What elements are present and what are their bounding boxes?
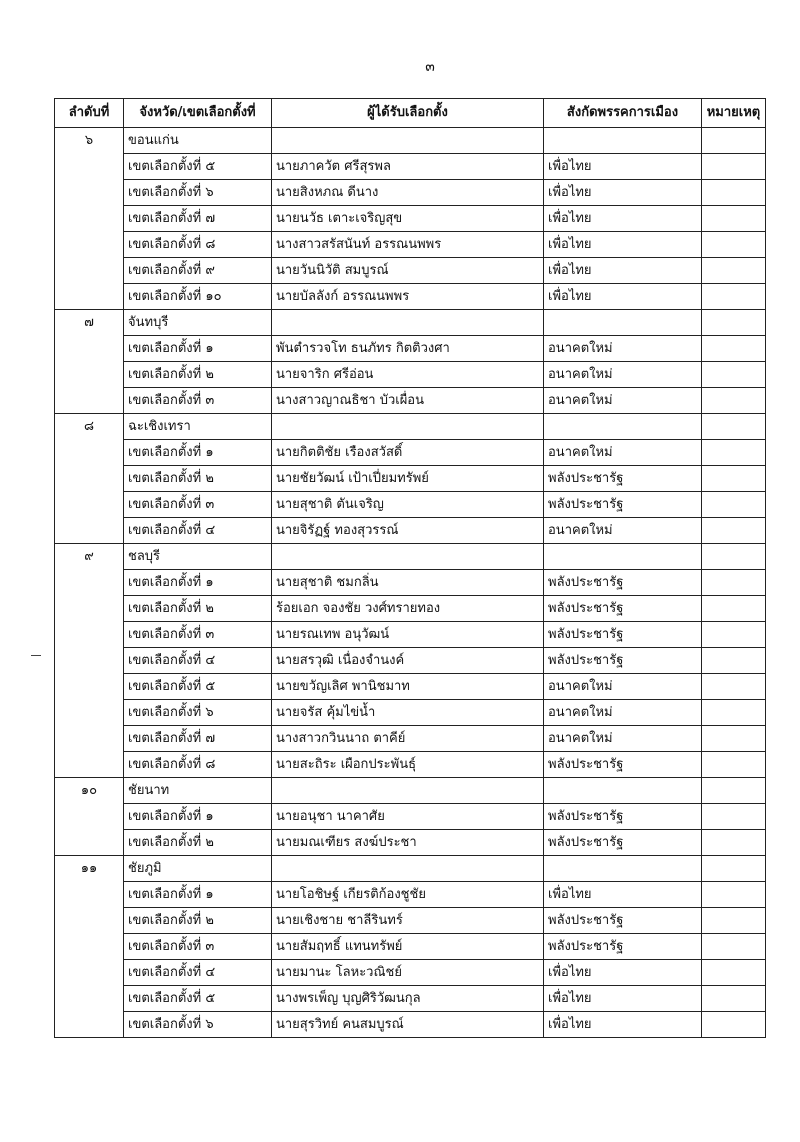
remark-cell — [702, 518, 766, 544]
district-cell: เขตเลือกตั้งที่ ๑ — [124, 440, 272, 466]
district-cell: เขตเลือกตั้งที่ ๔ — [124, 960, 272, 986]
remark-cell — [702, 128, 766, 154]
district-cell: เขตเลือกตั้งที่ ๒ — [124, 596, 272, 622]
elected-name-cell: นายสิงหภณ ดีนาง — [272, 180, 544, 206]
district-cell: เขตเลือกตั้งที่ ๒ — [124, 362, 272, 388]
header-elected: ผู้ได้รับเลือกตั้ง — [272, 99, 544, 128]
elected-name-cell: นายโอชิษฐ์ เกียรติก้องชูชัย — [272, 882, 544, 908]
remark-cell — [702, 492, 766, 518]
province-cell: จันทบุรี — [124, 310, 272, 336]
elected-name-cell: นางสาวญาณธิชา บัวเผื่อน — [272, 388, 544, 414]
table-row — [55, 622, 766, 648]
district-cell: เขตเลือกตั้งที่ ๑ — [124, 336, 272, 362]
district-cell: เขตเลือกตั้งที่ ๑ — [124, 804, 272, 830]
page-number: ๓ — [425, 59, 435, 75]
remark-cell — [702, 700, 766, 726]
party-cell — [544, 778, 702, 804]
elected-name-cell: นายสุชาติ ตันเจริญ — [272, 492, 544, 518]
party-cell: พลังประชารัฐ — [544, 466, 702, 492]
party-cell: พลังประชารัฐ — [544, 934, 702, 960]
province-cell: ชลบุรี — [124, 544, 272, 570]
header-party: สังกัดพรรคการเมือง — [544, 99, 702, 128]
elected-name-cell: นายกิตติชัย เรืองสวัสดิ์ — [272, 440, 544, 466]
order-cell: ๙ — [55, 544, 124, 778]
table-body — [55, 128, 766, 1038]
district-cell: เขตเลือกตั้งที่ ๒ — [124, 830, 272, 856]
table-row — [55, 388, 766, 414]
table-row — [55, 492, 766, 518]
district-cell: เขตเลือกตั้งที่ ๓ — [124, 492, 272, 518]
district-cell: เขตเลือกตั้งที่ ๓ — [124, 388, 272, 414]
elected-name-cell: นายจิรัฏฐ์ ทองสุวรรณ์ — [272, 518, 544, 544]
district-cell: เขตเลือกตั้งที่ ๓ — [124, 622, 272, 648]
remark-cell — [702, 310, 766, 336]
party-cell: เพื่อไทย — [544, 284, 702, 310]
party-cell: พลังประชารัฐ — [544, 908, 702, 934]
order-cell: ๑๑ — [55, 856, 124, 1038]
table-row — [55, 570, 766, 596]
header-district: จังหวัด/เขตเลือกตั้งที่ — [124, 99, 272, 128]
table-row — [55, 934, 766, 960]
remark-cell — [702, 440, 766, 466]
district-cell: เขตเลือกตั้งที่ ๕ — [124, 986, 272, 1012]
district-cell: เขตเลือกตั้งที่ ๔ — [124, 648, 272, 674]
elected-name-cell: นายมานะ โลหะวณิชย์ — [272, 960, 544, 986]
table-row — [55, 440, 766, 466]
party-cell — [544, 544, 702, 570]
party-cell: พลังประชารัฐ — [544, 622, 702, 648]
district-cell: เขตเลือกตั้งที่ ๓ — [124, 934, 272, 960]
elected-name-cell: นายบัลลังก์ อรรณนพพร — [272, 284, 544, 310]
table-row — [55, 882, 766, 908]
elected-name-cell: นายขวัญเลิศ พานิชมาท — [272, 674, 544, 700]
party-cell: พลังประชารัฐ — [544, 752, 702, 778]
party-cell: อนาคตใหม่ — [544, 362, 702, 388]
remark-cell — [702, 466, 766, 492]
district-cell: เขตเลือกตั้งที่ ๙ — [124, 258, 272, 284]
elected-name-cell — [272, 310, 544, 336]
order-cell: ๑๐ — [55, 778, 124, 856]
remark-cell — [702, 726, 766, 752]
table-row — [55, 908, 766, 934]
table-row — [55, 310, 766, 336]
remark-cell — [702, 622, 766, 648]
remark-cell — [702, 596, 766, 622]
elected-name-cell: นายสรวุฒิ เนื่องจำนงค์ — [272, 648, 544, 674]
party-cell: พลังประชารัฐ — [544, 648, 702, 674]
table-row — [55, 336, 766, 362]
elected-name-cell: นายสัมฤทธิ์ แทนทรัพย์ — [272, 934, 544, 960]
province-cell: ชัยนาท — [124, 778, 272, 804]
table-row — [55, 700, 766, 726]
remark-cell — [702, 362, 766, 388]
party-cell: พลังประชารัฐ — [544, 492, 702, 518]
remark-cell — [702, 154, 766, 180]
remark-cell — [702, 388, 766, 414]
elected-name-cell: นายเชิงชาย ชาลีรินทร์ — [272, 908, 544, 934]
party-cell: อนาคตใหม่ — [544, 674, 702, 700]
district-cell: เขตเลือกตั้งที่ ๒ — [124, 466, 272, 492]
elected-name-cell: นางสาวกวินนาถ ตาคีย์ — [272, 726, 544, 752]
remark-cell — [702, 570, 766, 596]
party-cell — [544, 310, 702, 336]
district-cell: เขตเลือกตั้งที่ ๑๐ — [124, 284, 272, 310]
remark-cell — [702, 1012, 766, 1038]
header-remark: หมายเหตุ — [702, 99, 766, 128]
remark-cell — [702, 830, 766, 856]
elected-name-cell: นายนวัธ เตาะเจริญสุข — [272, 206, 544, 232]
remark-cell — [702, 544, 766, 570]
table-row — [55, 726, 766, 752]
party-cell: อนาคตใหม่ — [544, 388, 702, 414]
elected-name-cell — [272, 856, 544, 882]
party-cell — [544, 856, 702, 882]
elected-name-cell: นายสุชาติ ชมกลิ่น — [272, 570, 544, 596]
district-cell: เขตเลือกตั้งที่ ๔ — [124, 518, 272, 544]
table-row — [55, 596, 766, 622]
remark-cell — [702, 674, 766, 700]
remark-cell — [702, 648, 766, 674]
province-cell: ชัยภูมิ — [124, 856, 272, 882]
table-row — [55, 232, 766, 258]
party-cell: อนาคตใหม่ — [544, 518, 702, 544]
elected-name-cell: นายชัยวัฒน์ เป้าเปี่ยมทรัพย์ — [272, 466, 544, 492]
district-cell: เขตเลือกตั้งที่ ๖ — [124, 1012, 272, 1038]
remark-cell — [702, 934, 766, 960]
remark-cell — [702, 856, 766, 882]
elected-name-cell: นางพรเพ็ญ บุญศิริวัฒนกุล — [272, 986, 544, 1012]
table-row — [55, 362, 766, 388]
table-row — [55, 466, 766, 492]
elected-name-cell: พันตำรวจโท ธนภัทร กิตติวงศา — [272, 336, 544, 362]
district-cell: เขตเลือกตั้งที่ ๑ — [124, 882, 272, 908]
remark-cell — [702, 258, 766, 284]
remark-cell — [702, 778, 766, 804]
elected-name-cell: นายจรัส คุ้มไข่น้ำ — [272, 700, 544, 726]
table-row — [55, 414, 766, 440]
district-cell: เขตเลือกตั้งที่ ๑ — [124, 570, 272, 596]
table-row — [55, 180, 766, 206]
province-cell: ฉะเชิงเทรา — [124, 414, 272, 440]
table-row — [55, 752, 766, 778]
order-cell: ๗ — [55, 310, 124, 414]
remark-cell — [702, 986, 766, 1012]
district-cell: เขตเลือกตั้งที่ ๕ — [124, 154, 272, 180]
table-row — [55, 674, 766, 700]
remark-cell — [702, 882, 766, 908]
remark-cell — [702, 336, 766, 362]
district-cell: เขตเลือกตั้งที่ ๗ — [124, 206, 272, 232]
table-row — [55, 986, 766, 1012]
party-cell: พลังประชารัฐ — [544, 596, 702, 622]
district-cell: เขตเลือกตั้งที่ ๖ — [124, 700, 272, 726]
party-cell: พลังประชารัฐ — [544, 804, 702, 830]
party-cell: เพื่อไทย — [544, 882, 702, 908]
table-row — [55, 830, 766, 856]
table-row — [55, 1012, 766, 1038]
party-cell: พลังประชารัฐ — [544, 830, 702, 856]
party-cell: เพื่อไทย — [544, 258, 702, 284]
remark-cell — [702, 960, 766, 986]
remark-cell — [702, 284, 766, 310]
party-cell: เพื่อไทย — [544, 1012, 702, 1038]
party-cell: เพื่อไทย — [544, 232, 702, 258]
table-row — [55, 154, 766, 180]
elected-name-cell — [272, 414, 544, 440]
elected-name-cell: นายวันนิวัติ สมบูรณ์ — [272, 258, 544, 284]
remark-cell — [702, 752, 766, 778]
remark-cell — [702, 232, 766, 258]
remark-cell — [702, 908, 766, 934]
party-cell — [544, 128, 702, 154]
district-cell: เขตเลือกตั้งที่ ๕ — [124, 674, 272, 700]
party-cell: เพื่อไทย — [544, 986, 702, 1012]
table-row — [55, 648, 766, 674]
district-cell: เขตเลือกตั้งที่ ๖ — [124, 180, 272, 206]
party-cell: เพื่อไทย — [544, 206, 702, 232]
remark-cell — [702, 180, 766, 206]
margin-mark — [31, 655, 41, 656]
header-order: ลำดับที่ — [55, 99, 124, 128]
elected-name-cell: นายรณเทพ อนุวัฒน์ — [272, 622, 544, 648]
remark-cell — [702, 206, 766, 232]
elected-name-cell: นายมณเฑียร สงฆ์ประชา — [272, 830, 544, 856]
order-cell: ๖ — [55, 128, 124, 310]
party-cell: อนาคตใหม่ — [544, 336, 702, 362]
table-row — [55, 544, 766, 570]
elected-name-cell: นางสาวสรัสนันท์ อรรณนพพร — [272, 232, 544, 258]
table-row — [55, 960, 766, 986]
remark-cell — [702, 804, 766, 830]
party-cell: พลังประชารัฐ — [544, 570, 702, 596]
elected-name-cell — [272, 128, 544, 154]
elected-name-cell: นายภาควัต ศรีสุรพล — [272, 154, 544, 180]
table-row — [55, 778, 766, 804]
party-cell: อนาคตใหม่ — [544, 440, 702, 466]
district-cell: เขตเลือกตั้งที่ ๘ — [124, 232, 272, 258]
party-cell: เพื่อไทย — [544, 960, 702, 986]
table-row — [55, 128, 766, 154]
district-cell: เขตเลือกตั้งที่ ๒ — [124, 908, 272, 934]
order-cell: ๘ — [55, 414, 124, 544]
elected-name-cell: ร้อยเอก จองชัย วงศ์ทรายทอง — [272, 596, 544, 622]
district-cell: เขตเลือกตั้งที่ ๘ — [124, 752, 272, 778]
elected-name-cell: นายจาริก ศรีอ่อน — [272, 362, 544, 388]
election-results-table — [54, 98, 766, 1038]
table-row — [55, 258, 766, 284]
table-row — [55, 284, 766, 310]
table-row — [55, 804, 766, 830]
elected-name-cell: นายอนุชา นาคาศัย — [272, 804, 544, 830]
table-header-row — [55, 99, 766, 128]
party-cell: เพื่อไทย — [544, 154, 702, 180]
table-row — [55, 518, 766, 544]
elected-name-cell: นายสะถิระ เผือกประพันธุ์ — [272, 752, 544, 778]
remark-cell — [702, 414, 766, 440]
party-cell — [544, 414, 702, 440]
elected-name-cell — [272, 778, 544, 804]
elected-name-cell: นายสุรวิทย์ คนสมบูรณ์ — [272, 1012, 544, 1038]
district-cell: เขตเลือกตั้งที่ ๗ — [124, 726, 272, 752]
party-cell: อนาคตใหม่ — [544, 726, 702, 752]
party-cell: เพื่อไทย — [544, 180, 702, 206]
table-row — [55, 856, 766, 882]
party-cell: อนาคตใหม่ — [544, 700, 702, 726]
province-cell: ขอนแก่น — [124, 128, 272, 154]
table-row — [55, 206, 766, 232]
elected-name-cell — [272, 544, 544, 570]
